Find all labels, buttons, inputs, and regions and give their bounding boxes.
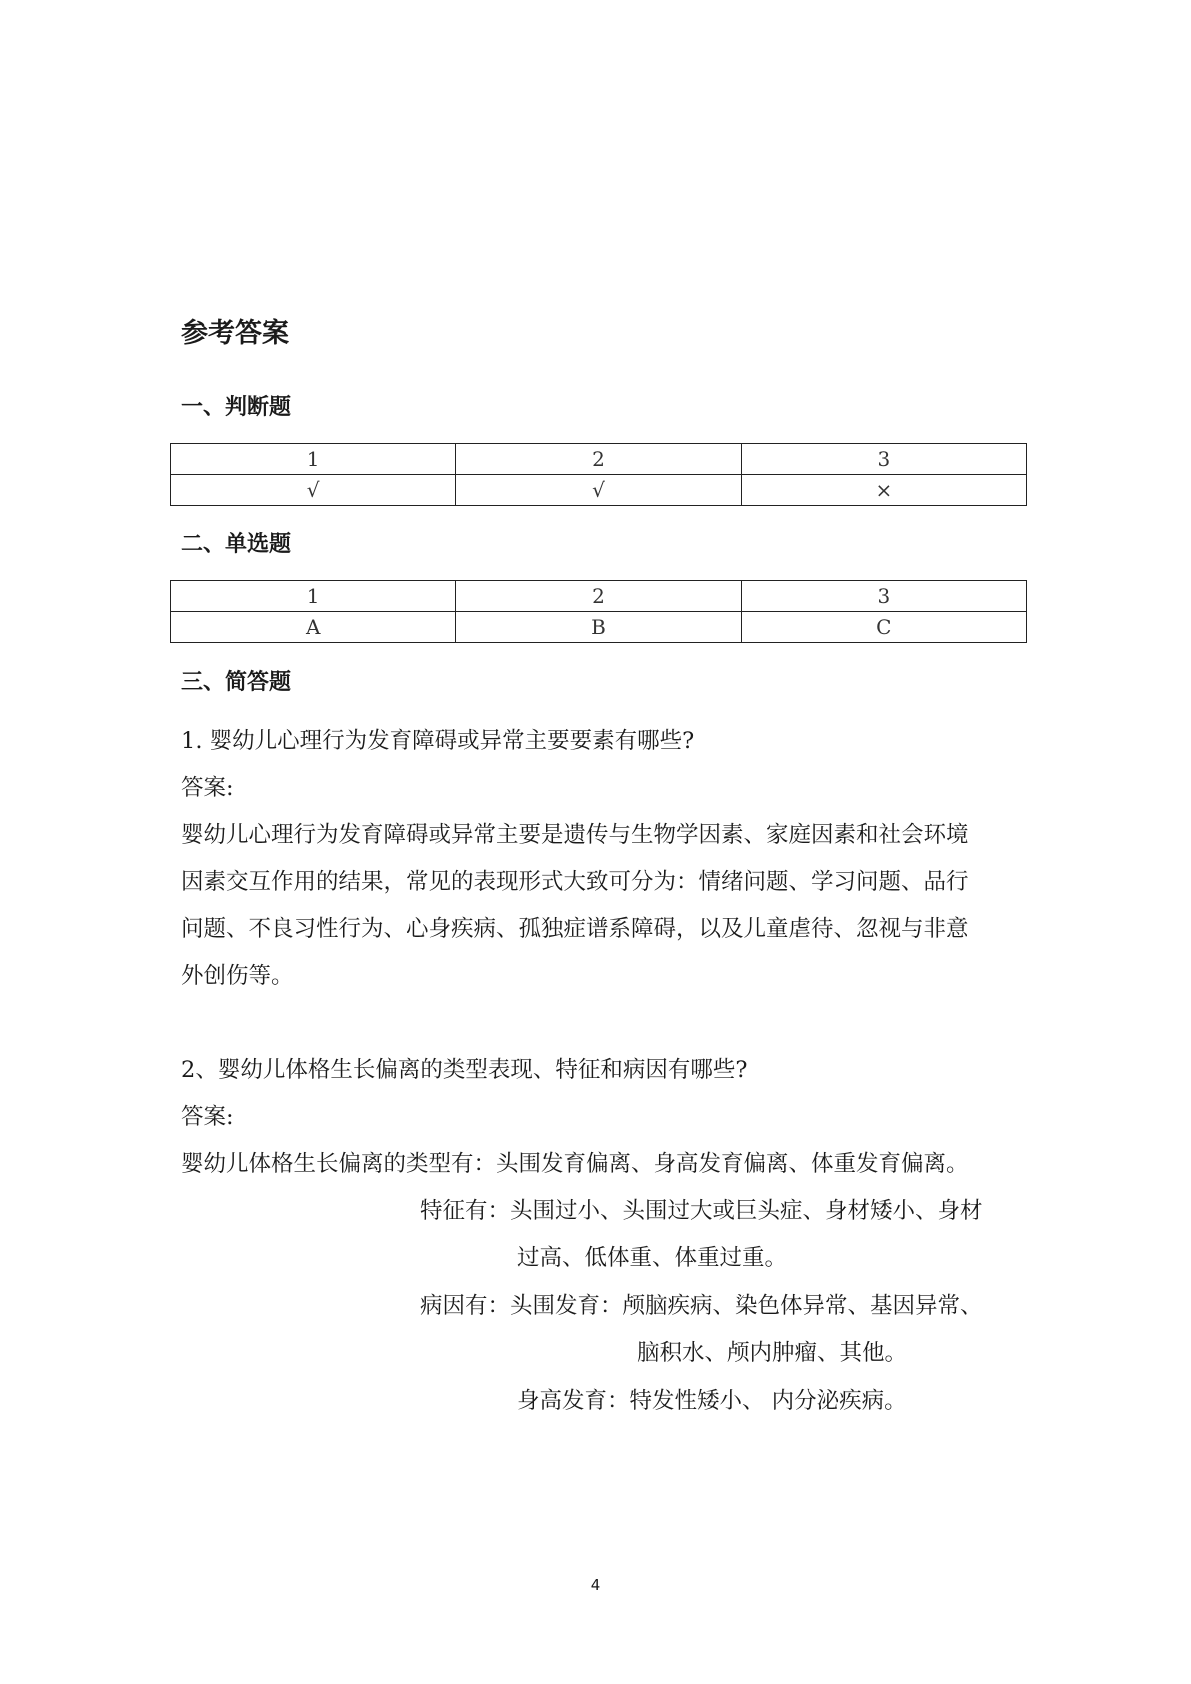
judge-answer-table	[170, 443, 1027, 506]
section-heading-single-choice: 二、单选题	[181, 532, 292, 557]
table-row	[171, 612, 1027, 643]
question-1: 1. 婴幼儿心理行为发育障碍或异常主要要素有哪些?	[181, 728, 695, 754]
table-cell: ×	[741, 475, 1026, 506]
single-choice-answer-table	[170, 580, 1027, 643]
table-cell: B	[456, 612, 741, 643]
table-cell: 2	[456, 581, 741, 612]
table-cell: 3	[741, 444, 1026, 475]
table-cell: 1	[171, 444, 456, 475]
table-row	[171, 475, 1027, 506]
answer-1-line: 外创伤等。	[181, 963, 294, 989]
answer-1-line: 婴幼儿心理行为发育障碍或异常主要是遗传与生物学因素、家庭因素和社会环境	[181, 822, 969, 848]
table-header-row	[171, 444, 1027, 475]
section-heading-judge: 一、判断题	[181, 395, 292, 420]
table-cell: 3	[741, 581, 1026, 612]
answer-2-types: 婴幼儿体格生长偏离的类型有：头围发育偏离、身高发育偏离、体重发育偏离。	[181, 1151, 969, 1177]
answer-2-features-continued: 过高、低体重、体重过重。	[517, 1245, 788, 1271]
answer-2-causes-height: 身高发育：特发性矮小、 内分泌疾病。	[517, 1388, 907, 1414]
answer-2-causes-continued: 脑积水、颅内肿瘤、其他。	[637, 1340, 908, 1366]
question-2: 2、婴幼儿体格生长偏离的类型表现、特征和病因有哪些?	[181, 1057, 748, 1083]
table-cell: A	[171, 612, 456, 643]
page-number: 4	[590, 1576, 601, 1594]
answer-2-features: 特征有：头围过小、头围过大或巨头症、身材矮小、身材	[420, 1198, 983, 1224]
answer-1-line: 因素交互作用的结果，常见的表现形式大致可分为：情绪问题、学习问题、品行	[181, 869, 969, 895]
answer-2-causes: 病因有：头围发育：颅脑疾病、染色体异常、基因异常、	[420, 1293, 983, 1319]
section-heading-short-answer: 三、简答题	[181, 670, 292, 695]
table-cell: 2	[456, 444, 741, 475]
table-cell: √	[171, 475, 456, 506]
table-cell: C	[741, 612, 1026, 643]
page-title: 参考答案	[181, 318, 289, 349]
answer-label-1: 答案:	[181, 775, 234, 801]
table-cell: 1	[171, 581, 456, 612]
table-header-row	[171, 581, 1027, 612]
table-cell: √	[456, 475, 741, 506]
answer-1-line: 问题、不良习性行为、心身疾病、孤独症谱系障碍，以及儿童虐待、忽视与非意	[181, 916, 969, 942]
answer-label-2: 答案:	[181, 1104, 234, 1130]
